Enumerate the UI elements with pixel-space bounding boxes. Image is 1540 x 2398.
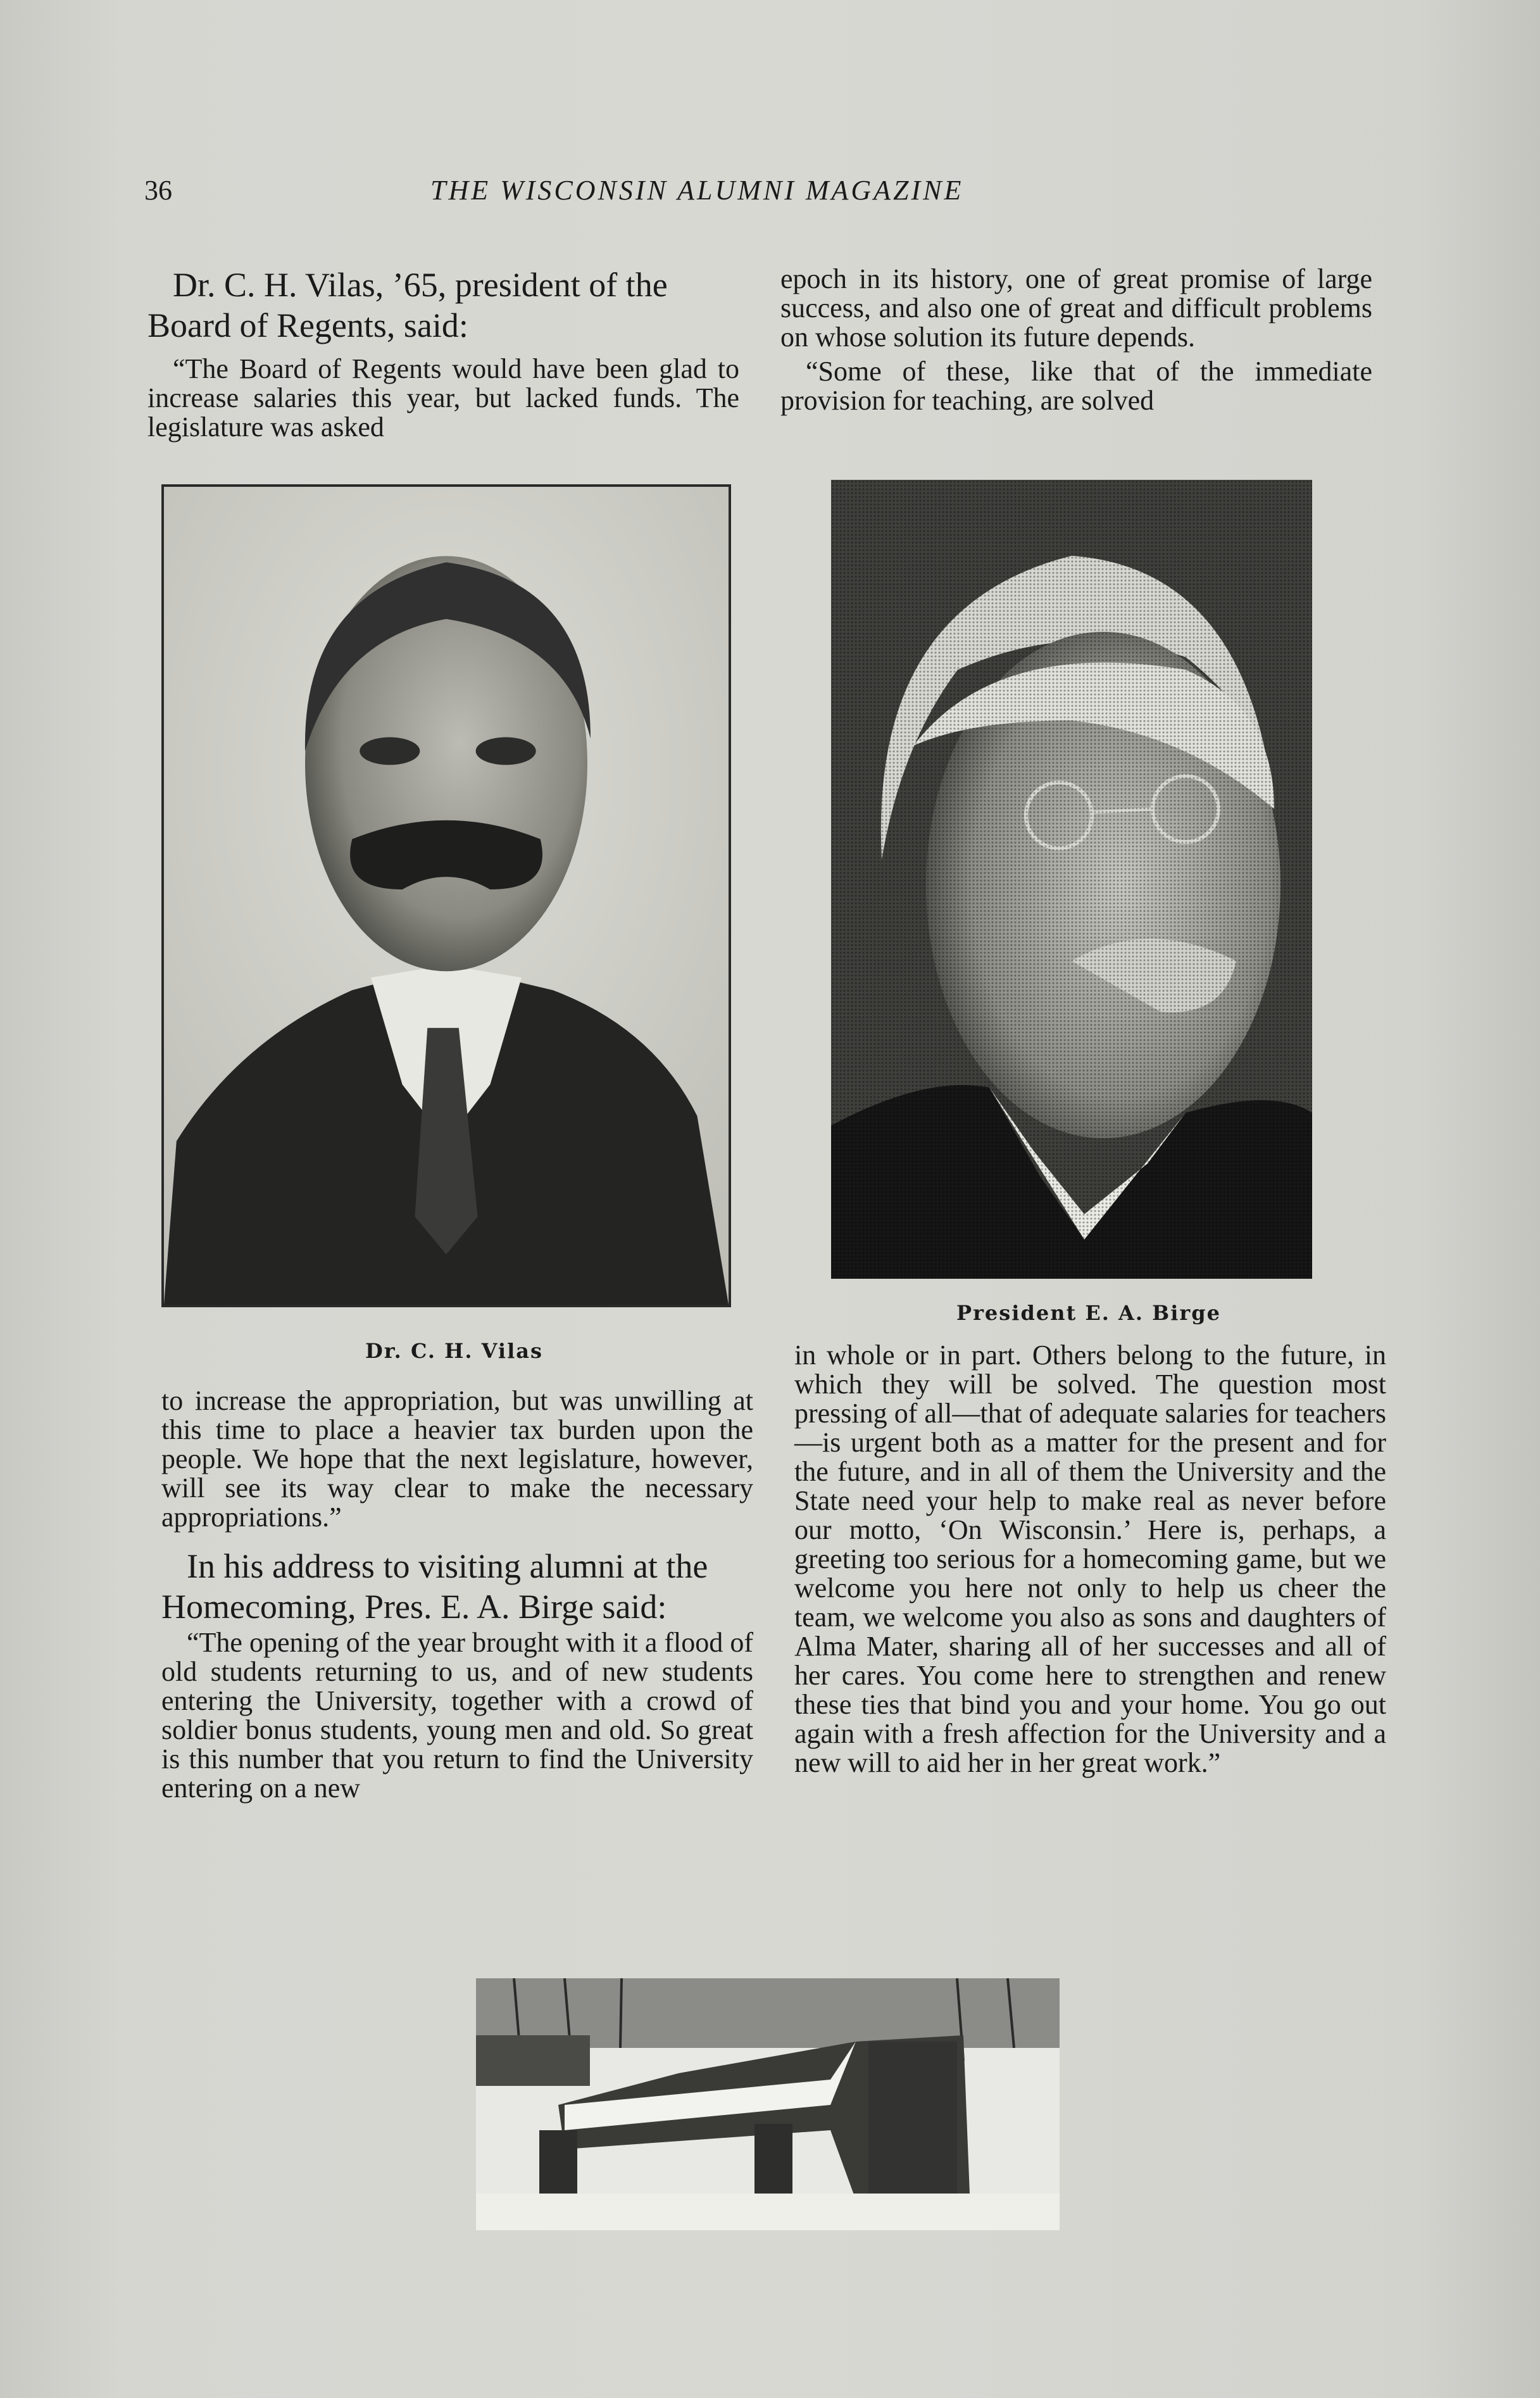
birge-quote-conclusion: in whole or in part. Others belong to the future, in which they will be solved. The question most pressing of all—that of adequate salaries for teachers—is urgent both as a matter for the present and for the future, and in all of them the University and the State need your help to make real as never before our motto, ‘On Wisconsin.’ Here is, perhaps, a greeting too serious for a homecoming game, but we welcome you here not only to help us cheer the team, we welcome you also as sons and daughters of Alma Mater, sharing all of her successes and all of her cares. You come here to strengthen and renew these ties that bind you and your home. You go out again with a fresh affection for the University and a new will to aid her in her great work.” <box>794 1340 1386 1778</box>
vilas-caption: Dr. C. H. Vilas <box>365 1339 543 1363</box>
birge-caption: President E. A. Birge <box>956 1301 1221 1325</box>
vilas-quote-continued: to increase the appropriation, but was unwilling at this time to place a heavier tax burden upon the people. We hope that the next legislature, however, will see its way clear to make the necessary appropriations.” <box>161 1385 753 1533</box>
birge-quote-continued: epoch in its history, one of great promise of large success, and also one of great and difficult problems on whose solution its future depends. <box>780 263 1372 353</box>
vilas-lead: Dr. C. H. Vilas, ’65, president of the Board of Regents, said: <box>147 266 668 344</box>
birge-quote-start: “The opening of the year brought with it a flood of old students returning to us, and of new students entering the University, together with a crowd of soldier bonus students, young men and old. So great is this number that you return to find the University entering on a new <box>161 1627 753 1804</box>
vilas-quote-start: “The Board of Regents would have been glad to increase salaries this year, but lacked funds. The legislature was asked <box>147 353 739 443</box>
left-column-bottom <box>161 1386 753 1803</box>
vilas-portrait <box>161 484 731 1307</box>
left-column-top <box>147 265 739 442</box>
right-column-bottom <box>794 1341 1386 1778</box>
snowy-bench-photo <box>476 1978 1060 2230</box>
right-column-top <box>780 265 1372 415</box>
birge-quote-paragraph: “Some of these, like that of the immediate provision for teaching, are solved <box>780 356 1372 416</box>
running-title: THE WISCONSIN ALUMNI MAGAZINE <box>430 175 964 206</box>
birge-portrait <box>831 480 1312 1279</box>
birge-lead: In his address to visiting alumni at the Homecoming, Pres. E. A. Birge said: <box>161 1547 708 1626</box>
page-number: 36 <box>144 175 172 206</box>
page-header <box>0 174 1540 218</box>
